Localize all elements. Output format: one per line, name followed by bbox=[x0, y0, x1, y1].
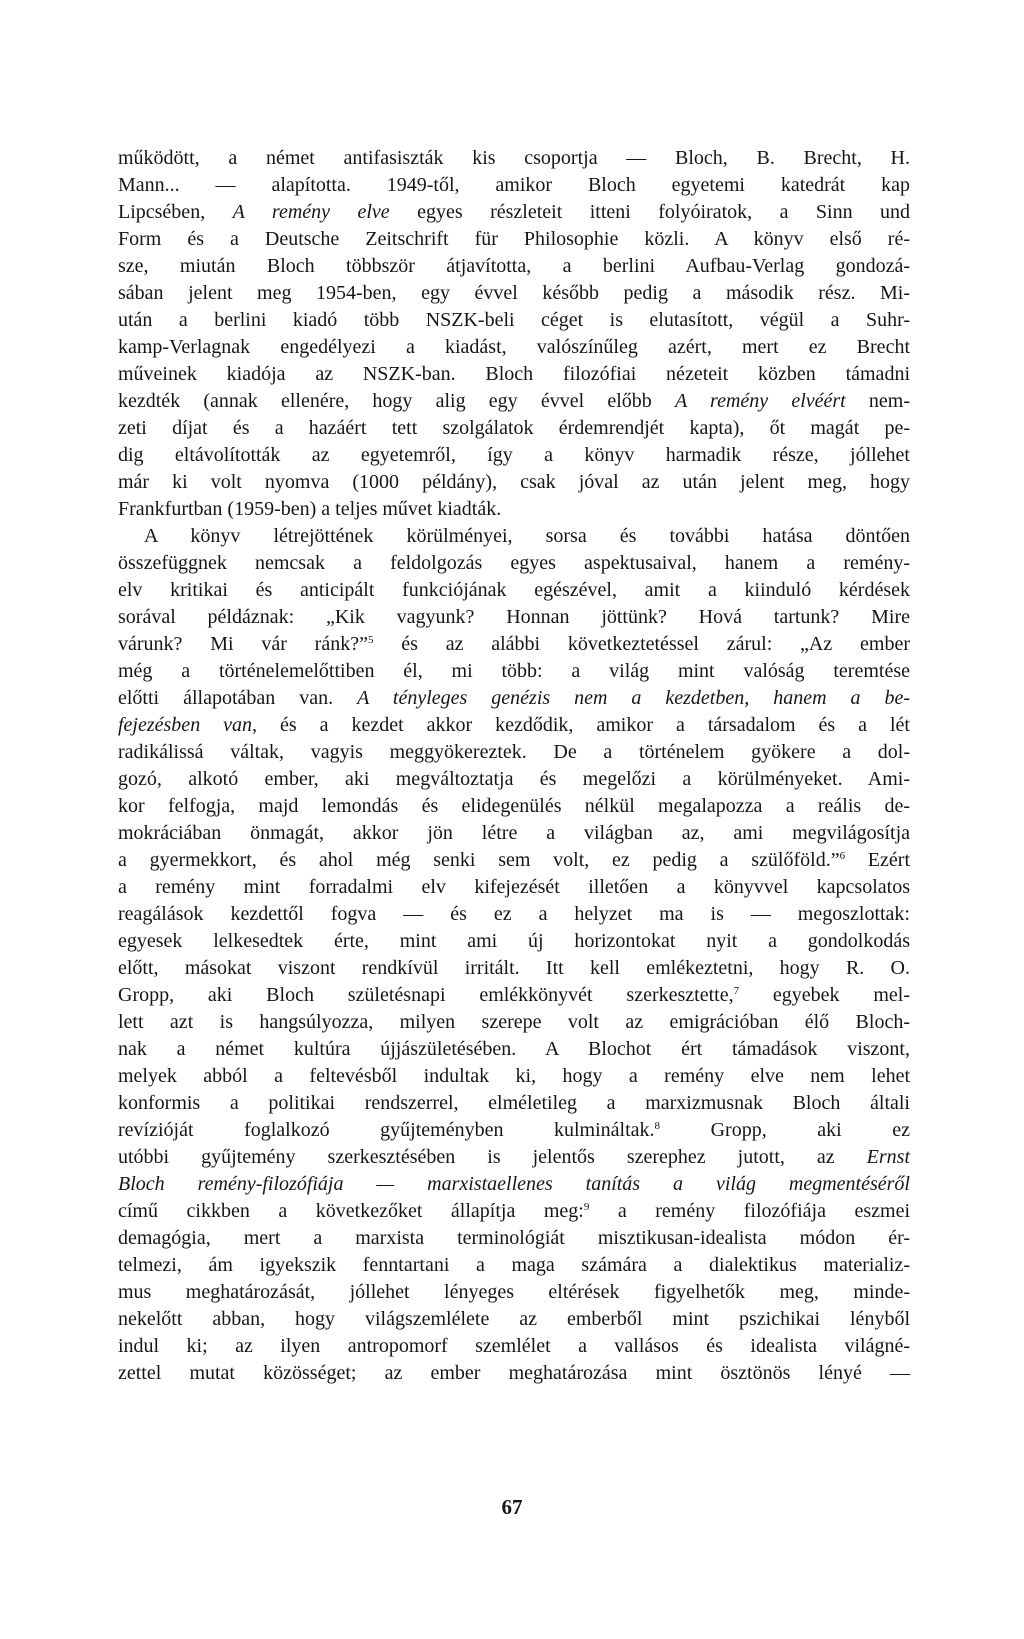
text-line: reagálások kezdettől fogva — és ez a helyzet ma is — megoszlottak: bbox=[118, 903, 910, 925]
text-line: mus meghatározását, jóllehet lényeges eltérések figyelhetők meg, minde- bbox=[118, 1281, 910, 1303]
page-number: 67 bbox=[501, 1495, 523, 1519]
footnote-marker: 5 bbox=[367, 634, 374, 646]
italic-title: Ernst bbox=[866, 1146, 910, 1168]
text-line: összefüggnek nemcsak a feldolgozás egyes aspektusaival, hanem a remény- bbox=[118, 552, 910, 574]
text-line: dig eltávolították az egyetemről, így a könyv harmadik része, jóllehet bbox=[118, 444, 910, 466]
text-line: után a berlini kiadó több NSZK-beli céget is elutasított, végül a Suhr- bbox=[118, 309, 910, 331]
italic-title: fejezésben van, bbox=[118, 714, 258, 736]
text-line: zeti díjat és a hazáért tett szolgálatok érdemrendjét kapta), őt magát pe- bbox=[118, 417, 910, 439]
text-line: még a történelemelőttiben él, mi több: a világ mint valóság teremtése bbox=[118, 660, 910, 682]
page-body bbox=[118, 145, 910, 1387]
text-line: nak a német kultúra újjászületésében. A Blochot ért támadások viszont, bbox=[118, 1038, 910, 1060]
text-line: a gyermekkort, és ahol még senki sem volt, ez pedig a szülőföld.”$^6$ Ezért bbox=[118, 849, 910, 871]
footnote-marker: 9 bbox=[583, 1201, 590, 1213]
text-line: konformis a politikai rendszerrel, elméletileg a marxizmusnak Bloch általi bbox=[118, 1092, 910, 1114]
text-line: A könyv létrejöttének körülményei, sorsa és további hatása döntően bbox=[144, 525, 910, 547]
text-line: előtti állapotában van. A tényleges genézis nem a kezdetben, hanem a be- bbox=[118, 687, 910, 709]
text-line: melyek abból a feltevésből indultak ki, hogy a remény elve nem lehet bbox=[118, 1065, 910, 1087]
text-line: műveinek kiadója az NSZK-ban. Bloch filozófiai nézeteit közben támadni bbox=[118, 363, 910, 385]
text-line: Mann... — alapította. 1949-től, amikor Bloch egyetemi katedrát kap bbox=[118, 174, 910, 196]
text-line: lett azt is hangsúlyozza, milyen szerepe volt az emigrációban élő Bloch- bbox=[118, 1011, 910, 1033]
text-line: a remény mint forradalmi elv kifejezését illetően a könyvvel kapcsolatos bbox=[118, 876, 910, 898]
text-line: sában jelent meg 1954-ben, egy évvel később pedig a második rész. Mi- bbox=[118, 282, 910, 304]
text-line: nekelőtt abban, hogy világszemlélete az emberből mint pszichikai lényből bbox=[118, 1308, 910, 1330]
text-line: kamp-Verlagnak engedélyezi a kiadást, valószínűleg azért, mert ez Brecht bbox=[118, 336, 910, 358]
text-line: előtt, másokat viszont rendkívül irritált. Itt kell emlékeztetni, hogy R. O. bbox=[118, 957, 910, 979]
text-line: egyesek lelkesedtek érte, mint ami új horizontokat nyit a gondolkodás bbox=[118, 930, 910, 952]
text-line: Form és a Deutsche Zeitschrift für Philosophie közli. A könyv első ré- bbox=[118, 228, 910, 250]
text-line: kor felfogja, majd lemondás és elidegenülés nélkül megalapozza a reális de- bbox=[118, 795, 910, 817]
italic-title: A remény elvéért bbox=[674, 390, 846, 412]
footnote-marker: 6 bbox=[839, 850, 846, 862]
text-line: várunk? Mi vár ránk?”$^5$ és az alábbi következtetéssel zárul: „Az ember bbox=[118, 633, 910, 655]
text-line: című cikkben a következőket állapítja meg:$^9$ a remény filozófiája eszmei bbox=[118, 1200, 911, 1222]
text-line: működött, a német antifasiszták kis csoportja — Bloch, B. Brecht, H. bbox=[118, 147, 910, 169]
text-line: sze, miután Bloch többször átjavította, a berlini Aufbau-Verlag gondozá- bbox=[118, 255, 910, 277]
footnote-marker: 8 bbox=[654, 1120, 661, 1132]
text-line: Gropp, aki Bloch születésnapi emlékkönyvét szerkesztette,$^7$ egyebek mel- bbox=[118, 984, 911, 1006]
text-line: utóbbi gyűjtemény szerkesztésében is jelentős szerephez jutott, az Ernst bbox=[118, 1146, 910, 1168]
text-line: telmezi, ám igyekszik fenntartani a maga számára a dialektikus materializ- bbox=[118, 1254, 910, 1276]
text-line: zettel mutat közösséget; az ember meghatározása mint ösztönös lényé — bbox=[118, 1362, 910, 1384]
text-line: revízióját foglalkozó gyűjteményben kulmináltak.$^8$ Gropp, aki ez bbox=[118, 1119, 910, 1141]
text-line: indul ki; az ilyen antropomorf szemlélet a vallásos és idealista világné- bbox=[118, 1335, 910, 1357]
footnote-marker: 7 bbox=[733, 985, 740, 997]
text-line: demagógia, mert a marxista terminológiát misztikusan-idealista módon ér- bbox=[118, 1227, 910, 1249]
italic-title: A remény elve bbox=[232, 201, 390, 223]
text-line: gozó, alkotó ember, aki megváltoztatja és megelőzi a körülményeket. Ami- bbox=[118, 768, 910, 790]
text-line bbox=[118, 1171, 910, 1198]
text-line: elv kritikai és anticipált funkciójának egészével, amit a kiinduló kérdések bbox=[118, 579, 910, 601]
text-line: mokráciában önmagát, akkor jön létre a világban az, ami megvilágosítja bbox=[118, 822, 910, 844]
text-line: fejezésben van, és a kezdet akkor kezdődik, amikor a társadalom és a lét bbox=[118, 714, 910, 736]
text-line: Frankfurtban (1959-ben) a teljes művet kiadták. bbox=[118, 498, 502, 520]
text-line: már ki volt nyomva (1000 példány), csak jóval az után jelent meg, hogy bbox=[118, 471, 910, 493]
italic-title: Bloch remény-filozófiája — marxistaellenes tanítás a világ megmentéséről bbox=[118, 1173, 910, 1195]
text-line: radikálissá váltak, vagyis meggyökereztek. De a történelem gyökere a dol- bbox=[118, 741, 910, 763]
text-line: Lipcsében, A remény elve egyes részleteit itteni folyóiratok, a Sinn und bbox=[118, 201, 911, 223]
italic-title: A tényleges genézis nem a kezdetben, hanem a be- bbox=[357, 687, 910, 709]
text-line: sorával példáznak: „Kik vagyunk? Honnan jöttünk? Hová tartunk? Mire bbox=[118, 606, 910, 628]
text-line: kezdték (annak ellenére, hogy alig egy évvel előbb A remény elvéért nem- bbox=[118, 390, 911, 412]
